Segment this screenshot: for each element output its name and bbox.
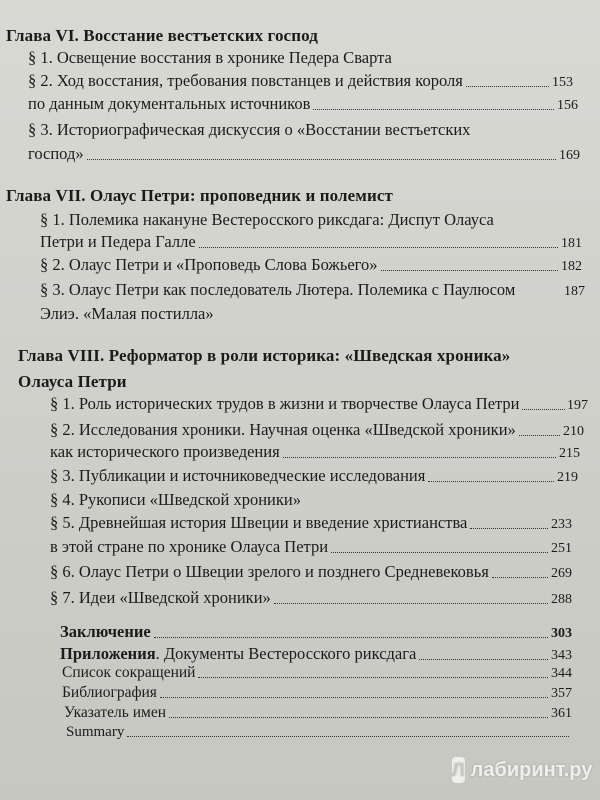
toc-entry: господ» 169 — [28, 144, 580, 163]
toc-entry: § 2. Ход восстания, требования повстанцев и действия короля 153 — [28, 71, 573, 90]
toc-entry: § 3. Историографическая дискуссия о «Восстании вестъетских — [28, 120, 471, 139]
toc-abbreviations: Список сокращений 344 — [62, 664, 572, 681]
toc-appendices: Приложения. Документы Вестеросского риксдага 343 — [60, 644, 572, 663]
chapter-6-title: Глава VI. Восстание вестъетских господ — [6, 26, 318, 45]
chapter-7-title: Глава VII. Олаус Петри: проповедник и полемист — [6, 186, 393, 205]
labirint-logo-icon: Л — [452, 757, 465, 783]
toc-entry: § 5. Древнейшая история Швеции и введение христианства 233 — [50, 513, 572, 532]
toc-entry: § 3. Публикации и источниковедческие исследования 219 — [50, 466, 578, 485]
toc-entry: § 2. Исследования хроники. Научная оценка «Шведской хроники» 210 — [50, 420, 584, 439]
toc-entry: как исторического произведения 215 — [50, 442, 580, 461]
toc-entry: Петри и Педера Галле 181 — [40, 232, 582, 251]
toc-entry: § 3. Олаус Петри как последователь Лютера. Полемика с Паулюсом 187 — [40, 280, 585, 299]
chapter-8-title-cont: Олауса Петри — [18, 372, 127, 391]
toc-entry: § 4. Рукописи «Шведской хроники» — [50, 490, 301, 509]
toc-entry: § 1. Освещение восстания в хронике Педера Сварта — [28, 48, 392, 67]
toc-bibliography: Библиография 357 — [62, 684, 572, 701]
toc-entry: § 2. Олаус Петри и «Проповедь Слова Божьего» 182 — [40, 255, 582, 274]
toc-entry: в этой стране по хронике Олауса Петри 251 — [50, 537, 572, 556]
toc-name-index: Указатель имен 361 — [64, 704, 572, 721]
toc-conclusion: Заключение 303 — [60, 622, 572, 641]
toc-summary: Summary — [66, 724, 572, 741]
toc-entry: § 1. Полемика накануне Вестеросского риксдага: Диспут Олауса — [40, 210, 494, 229]
toc-entry: § 6. Олаус Петри о Швеции зрелого и позднего Средневековья 269 — [50, 562, 572, 581]
watermark-logo: Л лабиринт.ру — [452, 752, 592, 788]
toc-entry: § 1. Роль исторических трудов в жизни и творчестве Олауса Петри 197 — [50, 394, 588, 413]
chapter-8-title: Глава VIII. Реформатор в роли историка: «Шведская хроника» — [18, 346, 511, 365]
toc-entry: по данным документальных источников 156 — [28, 94, 578, 113]
toc-entry: § 7. Идеи «Шведской хроники» 288 — [50, 588, 572, 607]
toc-entry: Элиэ. «Малая постилла» — [40, 304, 214, 323]
